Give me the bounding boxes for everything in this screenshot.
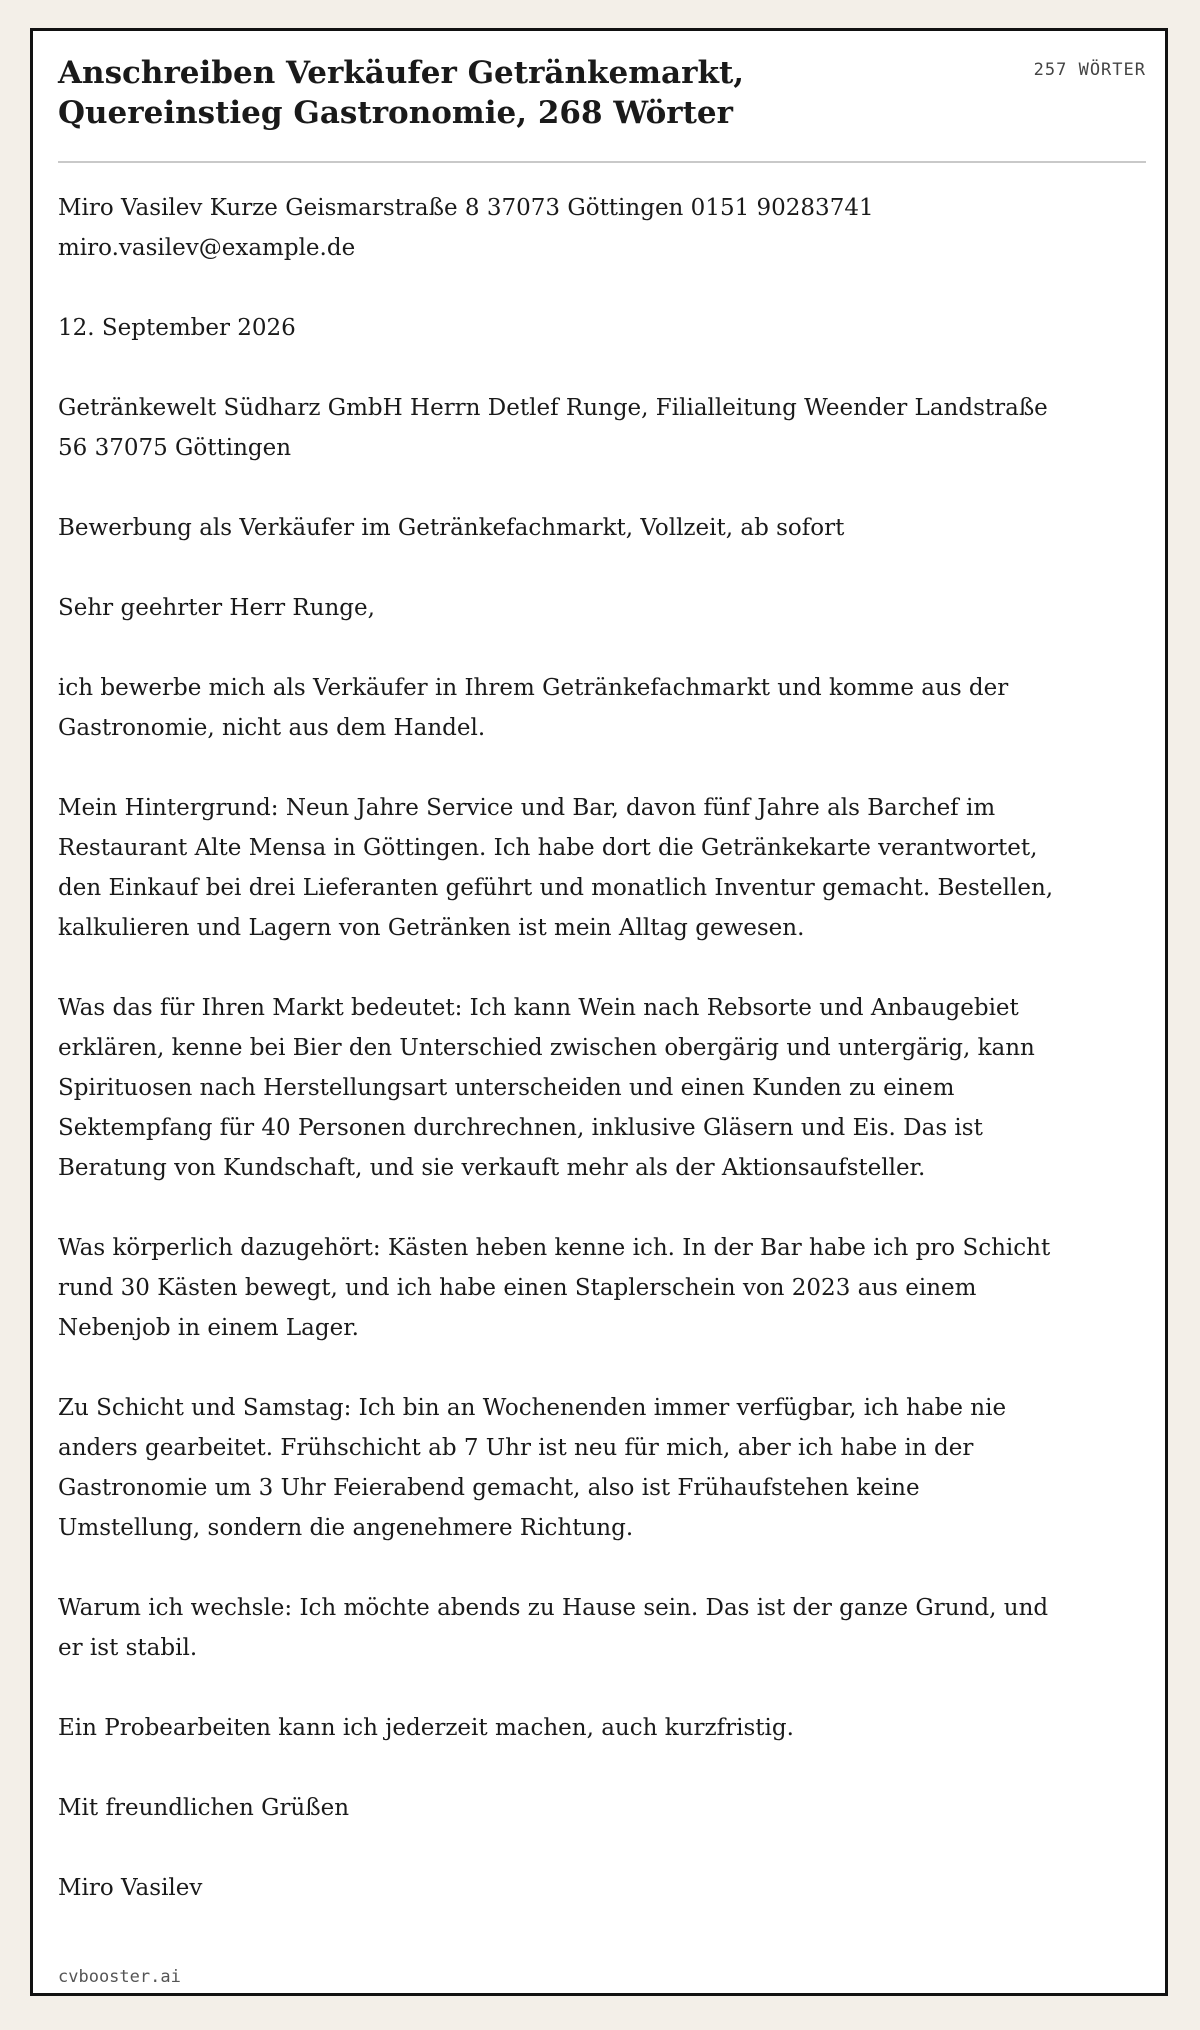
paragraph-trial-work: Ein Probearbeiten kann ich jederzeit machen, auch kurzfristig.	[58, 1715, 794, 1741]
word-count-badge: 257 WÖRTER	[1033, 60, 1146, 80]
recipient-address: Getränkewelt Südharz GmbH Herrn Detlef Runge, Filialleitung Weender Landstraße 56 37075 Göttingen	[58, 395, 1048, 461]
paragraph-physical: Was körperlich dazugehört: Kästen heben kenne ich. In der Bar habe ich pro Schicht rund 30 Kästen bewegt, und ich habe einen Staplerschein von 2023 aus einem Nebenjob in einem Lager.	[58, 1235, 1051, 1341]
header-divider	[58, 161, 1146, 163]
closing: Mit freundlichen Grüßen	[58, 1795, 350, 1821]
letter-subject: Bewerbung als Verkäufer im Getränkefachmarkt, Vollzeit, ab sofort	[58, 515, 845, 541]
cover-letter-card	[30, 28, 1168, 1996]
paragraph-background: Mein Hintergrund: Neun Jahre Service und Bar, davon fünf Jahre als Barchef im Restaurant Alte Mensa in Göttingen. Ich habe dort die Getränkekarte verantwortet, den Einkauf bei drei Lieferanten geführt und monatlich Inventur gemacht. Bestellen, kalkulieren und Lagern von Getränken ist mein Alltag gewesen.	[58, 795, 1054, 941]
page-title: Anschreiben Verkäufer Getränkemarkt, Quereinstieg Gastronomie, 268 Wörter	[58, 55, 745, 131]
sender-address: Miro Vasilev Kurze Geismarstraße 8 37073 Göttingen 0151 90283741 miro.vasilev@example.de	[58, 195, 874, 261]
signature: Miro Vasilev	[58, 1875, 203, 1901]
paragraph-motivation: Warum ich wechsle: Ich möchte abends zu Hause sein. Das ist der ganze Grund, und er ist stabil.	[58, 1595, 1049, 1661]
paragraph-intro: ich bewerbe mich als Verkäufer in Ihrem Getränkefachmarkt und komme aus der Gastronomie, nicht aus dem Handel.	[58, 675, 1009, 741]
paragraph-market-value: Was das für Ihren Markt bedeutet: Ich kann Wein nach Rebsorte und Anbaugebiet erklären, kenne bei Bier den Unterschied zwischen obergärig und untergärig, kann Spirituosen nach Herstellungsart unterscheiden und einen Kunden zu einem Sektempfang für 40 Personen durchrechnen, inklusive Gläsern und Eis. Das ist Beratung von Kundschaft, und sie verkauft mehr als der Aktionsaufsteller.	[58, 995, 1035, 1181]
letter-date: 12. September 2026	[58, 315, 296, 341]
card-header	[58, 53, 1146, 133]
paragraph-shifts: Zu Schicht und Samstag: Ich bin an Wochenenden immer verfügbar, ich habe nie anders gearbeitet. Frühschicht ab 7 Uhr ist neu für mich, aber ich habe in der Gastronomie um 3 Uhr Feierabend gemacht, also ist Frühaufstehen keine Umstellung, sondern die angenehmere Richtung.	[58, 1395, 1007, 1541]
brand-watermark: cvbooster.ai	[58, 1967, 181, 1987]
letter-body	[58, 188, 1068, 1948]
salutation: Sehr geehrter Herr Runge,	[58, 595, 375, 621]
